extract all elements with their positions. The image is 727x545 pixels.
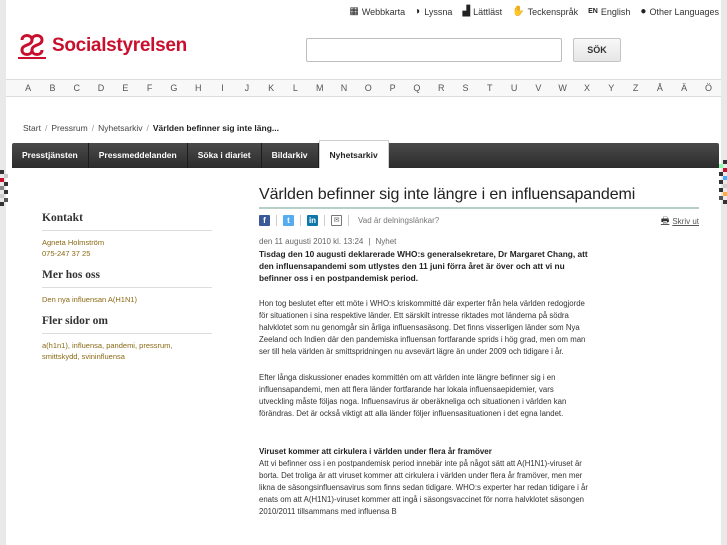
az-letter-l[interactable]: L bbox=[292, 83, 298, 93]
divider bbox=[300, 215, 301, 226]
az-letter-t[interactable]: T bbox=[487, 83, 493, 93]
more-link-h1n1[interactable]: Den nya influensan A(H1N1) bbox=[42, 295, 138, 304]
contact-name[interactable]: Agneta Holmström bbox=[42, 238, 105, 247]
breadcrumb-pressrum[interactable]: Pressrum bbox=[51, 123, 88, 133]
utility-label: Lyssna bbox=[424, 6, 453, 17]
article-paragraph: Hon tog beslutet efter ett möte i WHO:s kriskommitté där experter från hela världen redogjorde för situationen i sina respektive länder. Ett särskilt intresse riktades mot länderna på södra halvklotet som nu genomgår sin årliga influensasäsong. Det finns visserligen länder som Nya Zeeland och Indien där den pandemiska influensan fortfarande sprids i hög grad, men om man ser till hela världen är smittspridningen nu avsevärt lägre än under 2009 och tidigare i år. bbox=[259, 299, 586, 356]
article-date: den 11 augusti 2010 kl. 13:24 bbox=[259, 237, 364, 246]
utility-sitemap[interactable] bbox=[349, 6, 405, 17]
utility-sign-language[interactable] bbox=[512, 6, 578, 17]
divider bbox=[276, 215, 277, 226]
tag-links[interactable]: a(h1n1), influensa, pandemi, pressrum, smittskydd, svininfluensa bbox=[42, 341, 173, 361]
utility-label: Webbkarta bbox=[361, 6, 406, 17]
globe-icon: ● bbox=[640, 6, 647, 17]
divider bbox=[42, 230, 212, 231]
email-icon[interactable]: ✉ bbox=[331, 215, 342, 226]
search-button[interactable]: SÖK bbox=[573, 38, 621, 62]
az-letter-x[interactable]: X bbox=[583, 83, 590, 93]
breadcrumb-current: Världen befinner sig inte läng... bbox=[152, 123, 279, 133]
tab-pressmeddelanden[interactable]: Pressmeddelanden bbox=[89, 143, 188, 168]
az-letter-ö[interactable]: Ö bbox=[704, 83, 712, 93]
linkedin-icon[interactable]: in bbox=[308, 215, 317, 225]
logo[interactable] bbox=[16, 30, 187, 62]
az-letter-h[interactable]: H bbox=[194, 83, 202, 93]
share-row bbox=[259, 213, 699, 227]
az-letter-c[interactable]: C bbox=[73, 83, 80, 93]
tab-presstjansten[interactable]: Presstjänsten bbox=[12, 143, 89, 168]
utility-label: English bbox=[600, 6, 631, 17]
divider bbox=[42, 287, 212, 288]
az-letter-j[interactable]: J bbox=[244, 83, 250, 93]
az-letter-s[interactable]: S bbox=[462, 83, 469, 93]
article bbox=[259, 186, 699, 518]
az-letter-p[interactable]: P bbox=[389, 83, 396, 93]
contact-block bbox=[42, 212, 212, 259]
az-letter-r[interactable]: R bbox=[437, 83, 445, 93]
contact-phone: 075-247 37 25 bbox=[42, 249, 91, 258]
az-letter-u[interactable]: U bbox=[510, 83, 518, 93]
breadcrumb-separator: / bbox=[146, 123, 149, 133]
az-letter-f[interactable]: F bbox=[146, 83, 153, 93]
listen-icon: ◗ bbox=[415, 6, 422, 17]
article-category: Nyhet bbox=[375, 237, 397, 246]
az-letter-å[interactable]: Å bbox=[656, 83, 663, 93]
az-letter-d[interactable]: D bbox=[97, 83, 105, 93]
contact-heading: Kontakt bbox=[42, 212, 83, 224]
az-letter-o[interactable]: O bbox=[364, 83, 372, 93]
article-paragraph: Att vi befinner oss i en postpandemisk period innebär inte på något sätt att A(H1N1)-viruset är borta. Det troliga är att viruset kommer att cirkulera i världen under flera år framöver, men mer likna de säsongsinfluensavirus som finns sedan tidigare. WHO:s experter har redan tidigare i år enats om att A(H1N1)-viruset kommer att ingå i säsongsvaccinet för norra halvklotet säsongen 2010/2011 tillsammans med influensa B bbox=[259, 459, 588, 516]
az-letter-a[interactable]: A bbox=[25, 83, 32, 93]
az-letter-b[interactable]: B bbox=[49, 83, 56, 93]
printer-icon: 🖶 bbox=[660, 215, 670, 225]
page bbox=[6, 0, 721, 545]
facebook-icon[interactable]: f bbox=[259, 215, 270, 226]
breadcrumb-separator: / bbox=[44, 123, 48, 133]
utility-label: Teckenspråk bbox=[527, 6, 579, 17]
az-index bbox=[6, 79, 721, 97]
other-pages-block bbox=[42, 315, 212, 362]
breadcrumb-nyhetsarkiv[interactable]: Nyhetsarkiv bbox=[98, 123, 143, 133]
az-letter-z[interactable]: Z bbox=[632, 83, 639, 93]
sidebar bbox=[42, 212, 212, 372]
divider bbox=[42, 333, 212, 334]
logo-mark-icon bbox=[16, 30, 48, 62]
title-underline bbox=[259, 207, 699, 209]
decorative-pattern-left bbox=[0, 170, 8, 210]
other-heading: Fler sidor om bbox=[42, 315, 109, 327]
breadcrumb-separator: / bbox=[91, 123, 95, 133]
tab-soka-i-diariet[interactable]: Söka i diariet bbox=[188, 143, 262, 168]
article-subheading: Viruset kommer att cirkulera i världen under flera år framöver bbox=[259, 447, 492, 456]
az-letter-g[interactable]: G bbox=[170, 83, 178, 93]
sign-language-icon: ✋ bbox=[512, 6, 525, 17]
tab-nyhetsarkiv[interactable]: Nyhetsarkiv bbox=[319, 140, 389, 168]
article-meta bbox=[259, 237, 699, 246]
az-letter-k[interactable]: K bbox=[268, 83, 275, 93]
more-heading: Mer hos oss bbox=[42, 269, 100, 281]
sitemap-icon: ▦ bbox=[349, 6, 359, 17]
az-letter-m[interactable]: M bbox=[315, 83, 324, 93]
breadcrumb-start[interactable]: Start bbox=[23, 123, 41, 133]
az-letter-y[interactable]: Y bbox=[608, 83, 615, 93]
az-letter-i[interactable]: I bbox=[221, 83, 224, 93]
decorative-pattern-right bbox=[719, 160, 727, 210]
more-block bbox=[42, 269, 212, 305]
section-tabs bbox=[12, 143, 719, 168]
article-title: Världen befinner sig inte längre i en influensapandemi bbox=[259, 186, 636, 203]
english-icon: EN bbox=[588, 8, 598, 15]
utility-listen[interactable] bbox=[415, 6, 452, 17]
az-letter-w[interactable]: W bbox=[558, 83, 567, 93]
easy-read-icon: ▟ bbox=[462, 6, 471, 17]
utility-label: Lättläst bbox=[473, 6, 503, 17]
utility-bar bbox=[349, 6, 719, 17]
breadcrumb bbox=[23, 123, 279, 133]
meta-separator: | bbox=[368, 237, 371, 246]
az-letter-n[interactable]: N bbox=[340, 83, 348, 93]
divider bbox=[348, 215, 349, 226]
divider bbox=[324, 215, 325, 226]
logo-text: Socialstyrelsen bbox=[52, 35, 187, 56]
az-letter-q[interactable]: Q bbox=[413, 83, 421, 93]
az-letter-ä[interactable]: Ä bbox=[681, 83, 688, 93]
share-help-link[interactable]: Vad är delningslänkar? bbox=[358, 215, 440, 225]
print-link[interactable] bbox=[661, 213, 699, 229]
utility-english[interactable] bbox=[588, 6, 630, 17]
article-paragraph: Efter långa diskussioner enades kommittén om att världen inte längre befinner sig i en influensapandemi, men att flera länder fortfarande har lokala influensaepidemier, vars utveckling måste följas noga. Influensavirus är oberäkneliga och situationen i världen kan förändras. Det är också viktigt att alla länder följer influensasituationen i det egna landet. bbox=[259, 373, 567, 418]
az-letter-v[interactable]: V bbox=[535, 83, 542, 93]
search-input[interactable] bbox=[306, 38, 562, 62]
utility-easy-read[interactable] bbox=[462, 6, 502, 17]
utility-label: Other Languages bbox=[649, 6, 719, 17]
tab-bildarkiv[interactable]: Bildarkiv bbox=[262, 143, 319, 168]
az-letter-e[interactable]: E bbox=[122, 83, 129, 93]
twitter-icon[interactable]: t bbox=[283, 215, 294, 226]
article-lead: Tisdag den 10 augusti deklarerade WHO:s generalsekretare, Dr Margaret Chang, att den influensapandemi som utlystes den 11 juni förra året är över och att vi nu befinner oss i en postpandemisk period. bbox=[259, 249, 588, 283]
print-label: Skriv ut bbox=[672, 216, 699, 226]
utility-other-languages[interactable] bbox=[640, 6, 719, 17]
